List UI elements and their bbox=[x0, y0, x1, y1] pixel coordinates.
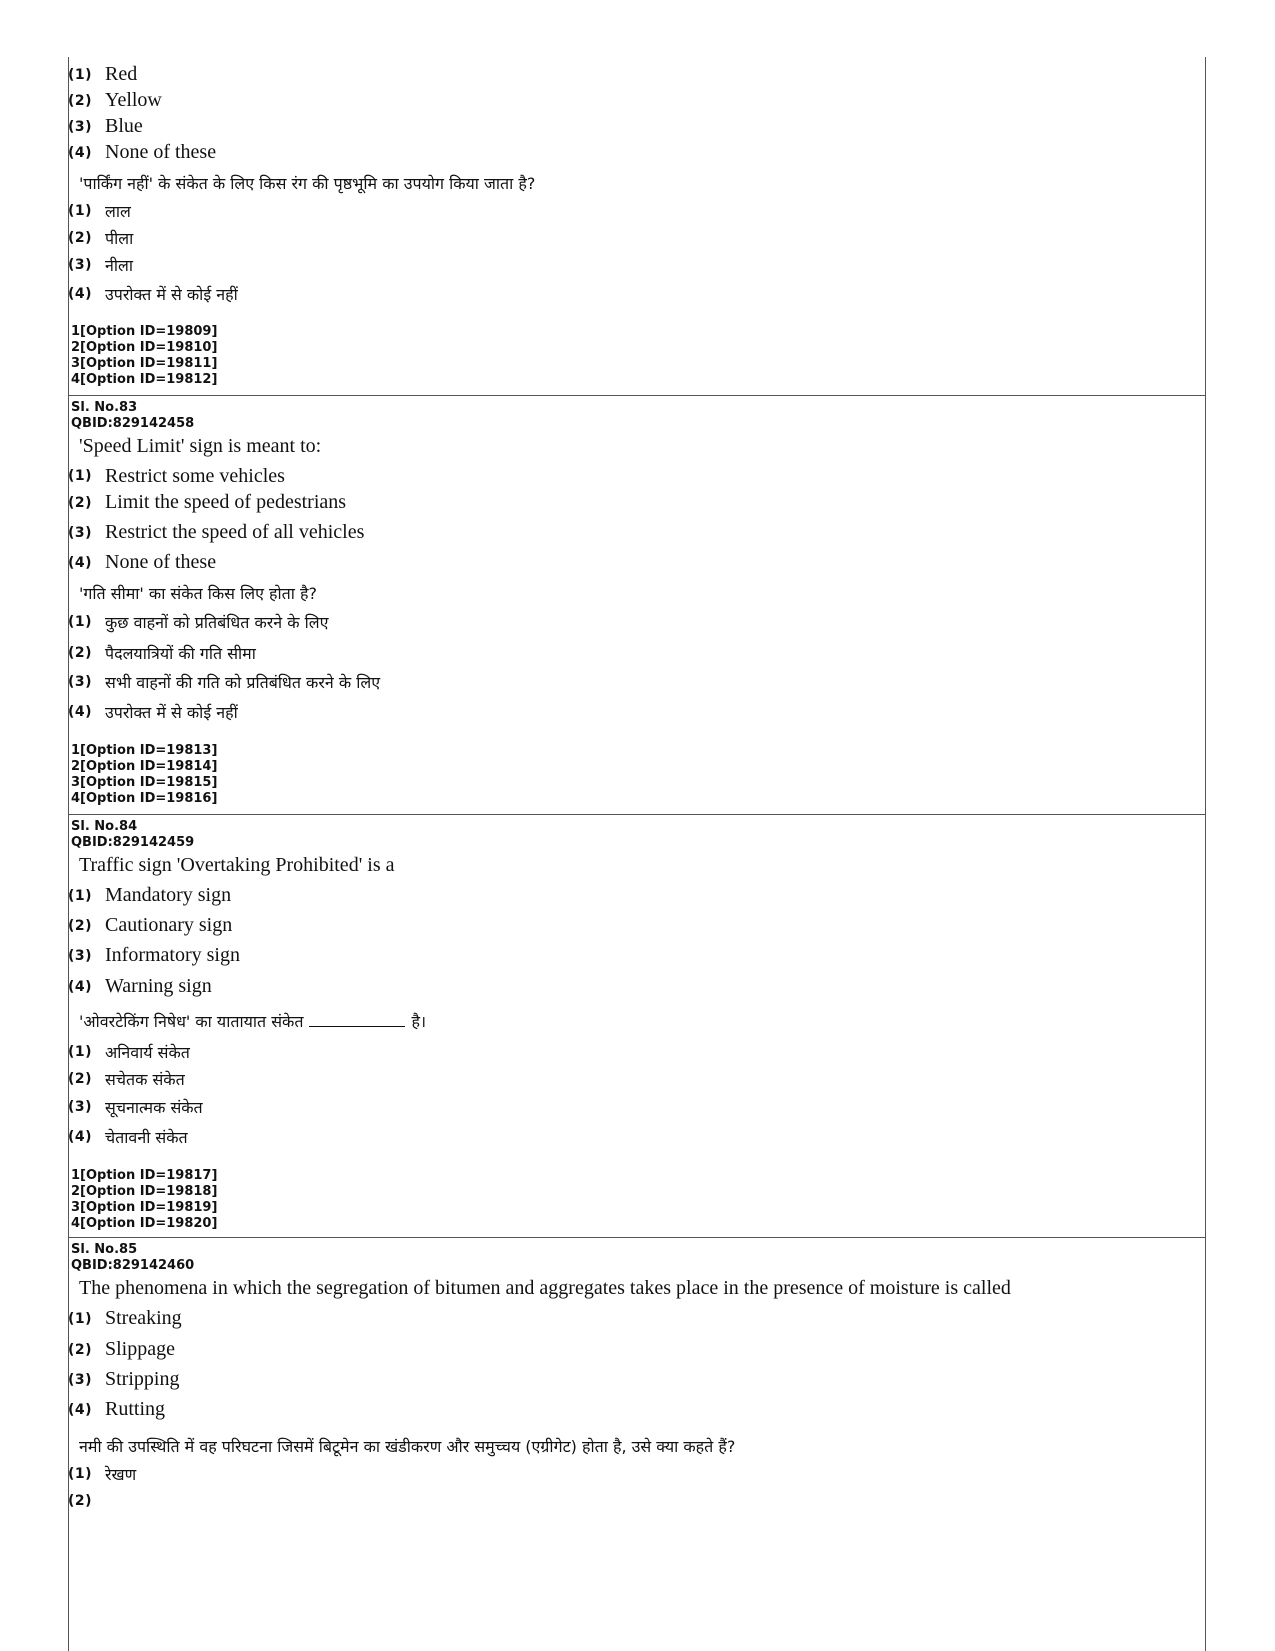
serial-number: Sl. No.85 bbox=[71, 1242, 138, 1257]
option-number: (4) bbox=[68, 979, 93, 995]
serial-number: Sl. No.83 bbox=[71, 400, 138, 415]
option-number: (3) bbox=[68, 674, 93, 690]
option-number: (3) bbox=[68, 257, 93, 273]
option-number: (3) bbox=[68, 1099, 93, 1115]
option-number: (3) bbox=[68, 119, 93, 135]
question-header bbox=[71, 819, 194, 851]
option-number: (2) bbox=[68, 1493, 93, 1509]
option-number: (4) bbox=[68, 1402, 93, 1418]
option-ids bbox=[71, 324, 217, 388]
option-number: (1) bbox=[68, 1044, 93, 1060]
question-84-block bbox=[68, 815, 1206, 1237]
hi-option-4: उपरोक्त में से कोई नहीं bbox=[105, 703, 238, 722]
hi-option-1: रेखण bbox=[105, 1465, 137, 1484]
hi-question-text: है। bbox=[411, 1012, 427, 1031]
en-option-3: Restrict the speed of all vehicles bbox=[105, 521, 365, 543]
option-number: (2) bbox=[68, 918, 93, 934]
hi-option-3: सूचनात्मक संकेत bbox=[105, 1098, 203, 1117]
option-id: 2[Option ID=19810] bbox=[71, 340, 218, 355]
option-id: 3[Option ID=19819] bbox=[71, 1200, 218, 1215]
option-number: (4) bbox=[68, 704, 93, 720]
option-number: (4) bbox=[68, 555, 93, 571]
option-number: (1) bbox=[68, 67, 93, 83]
option-ids bbox=[71, 743, 217, 807]
hi-option-2: पैदलयात्रियों की गति सीमा bbox=[105, 644, 256, 663]
option-number: (3) bbox=[68, 1372, 93, 1388]
option-number: (3) bbox=[68, 525, 93, 541]
option-id: 2[Option ID=19818] bbox=[71, 1184, 218, 1199]
en-option-1: Restrict some vehicles bbox=[105, 465, 285, 487]
hi-option-3: सभी वाहनों की गति को प्रतिबंधित करने के लिए bbox=[105, 673, 381, 692]
hi-question: 'पार्किंग नहीं' के संकेत के लिए किस रंग की पृष्ठभूमि का उपयोग किया जाता है? bbox=[79, 174, 536, 193]
hi-option-2: पीला bbox=[105, 229, 134, 248]
question-header bbox=[71, 400, 194, 432]
option-number: (2) bbox=[68, 230, 93, 246]
option-id: 2[Option ID=19814] bbox=[71, 759, 218, 774]
en-option-2: Cautionary sign bbox=[105, 914, 233, 936]
hi-question bbox=[79, 1010, 426, 1032]
option-number: (1) bbox=[68, 614, 93, 630]
hi-option-1: लाल bbox=[105, 202, 131, 221]
option-id: 3[Option ID=19811] bbox=[71, 356, 218, 371]
option-number: (2) bbox=[68, 1342, 93, 1358]
option-id: 4[Option ID=19820] bbox=[71, 1216, 218, 1231]
option-number: (1) bbox=[68, 203, 93, 219]
serial-number: Sl. No.84 bbox=[71, 819, 138, 834]
option-id: 1[Option ID=19809] bbox=[71, 324, 218, 339]
hi-option-4: चेतावनी संकेत bbox=[105, 1128, 188, 1147]
qbid: QBID:829142459 bbox=[71, 835, 195, 850]
en-option-3: Blue bbox=[105, 115, 143, 137]
en-option-4: Rutting bbox=[105, 1398, 166, 1420]
option-number: (2) bbox=[68, 93, 93, 109]
option-number: (1) bbox=[68, 1466, 93, 1482]
en-option-3: Stripping bbox=[105, 1368, 180, 1390]
option-id: 1[Option ID=19813] bbox=[71, 743, 218, 758]
question-header bbox=[71, 1242, 194, 1274]
en-option-2: Limit the speed of pedestrians bbox=[105, 491, 347, 513]
en-option-4: None of these bbox=[105, 141, 217, 163]
option-number: (4) bbox=[68, 286, 93, 302]
option-number: (2) bbox=[68, 1071, 93, 1087]
option-id: 1[Option ID=19817] bbox=[71, 1168, 218, 1183]
question-82-block bbox=[68, 60, 1206, 396]
option-id: 4[Option ID=19816] bbox=[71, 791, 218, 806]
en-question: 'Speed Limit' sign is meant to: bbox=[79, 435, 322, 457]
option-id: 4[Option ID=19812] bbox=[71, 372, 218, 387]
qbid: QBID:829142458 bbox=[71, 416, 195, 431]
option-number: (4) bbox=[68, 1129, 93, 1145]
en-option-1: Mandatory sign bbox=[105, 884, 232, 906]
option-number: (2) bbox=[68, 645, 93, 661]
en-option-1: Red bbox=[105, 63, 138, 85]
option-number: (1) bbox=[68, 1311, 93, 1327]
option-number: (4) bbox=[68, 145, 93, 161]
en-option-1: Streaking bbox=[105, 1307, 182, 1329]
hi-question-text: 'ओवरटेकिंग निषेध' का यातायात संकेत bbox=[79, 1012, 304, 1031]
hi-option-2: सचेतक संकेत bbox=[105, 1070, 185, 1089]
en-option-3: Informatory sign bbox=[105, 944, 240, 966]
option-number: (1) bbox=[68, 888, 93, 904]
qbid: QBID:829142460 bbox=[71, 1258, 195, 1273]
en-question: Traffic sign 'Overtaking Prohibited' is a bbox=[79, 854, 395, 876]
hi-option-3: नीला bbox=[105, 256, 134, 275]
hi-question: 'गति सीमा' का संकेत किस लिए होता है? bbox=[79, 584, 317, 603]
question-85-block bbox=[68, 1238, 1206, 1538]
option-number: (1) bbox=[68, 468, 93, 484]
hi-question: नमी की उपस्थिति में वह परिघटना जिसमें बिटूमेन का खंडीकरण और समुच्चय (एग्रीगेट) होता है, उसे क्या कहते हैं? bbox=[79, 1437, 736, 1456]
hi-option-1: कुछ वाहनों को प्रतिबंधित करने के लिए bbox=[105, 613, 329, 632]
option-ids bbox=[71, 1168, 217, 1232]
option-id: 3[Option ID=19815] bbox=[71, 775, 218, 790]
question-83-block bbox=[68, 396, 1206, 814]
en-question: The phenomena in which the segregation of bitumen and aggregates takes place in the presence of moisture is called bbox=[79, 1277, 1011, 1299]
hi-option-4: उपरोक्त में से कोई नहीं bbox=[105, 285, 238, 304]
en-option-4: None of these bbox=[105, 551, 217, 573]
option-number: (2) bbox=[68, 495, 93, 511]
en-option-4: Warning sign bbox=[105, 975, 212, 997]
option-number: (3) bbox=[68, 948, 93, 964]
hi-option-1: अनिवार्य संकेत bbox=[105, 1043, 190, 1062]
fill-blank bbox=[309, 1012, 405, 1027]
en-option-2: Yellow bbox=[105, 89, 162, 111]
en-option-2: Slippage bbox=[105, 1338, 175, 1360]
